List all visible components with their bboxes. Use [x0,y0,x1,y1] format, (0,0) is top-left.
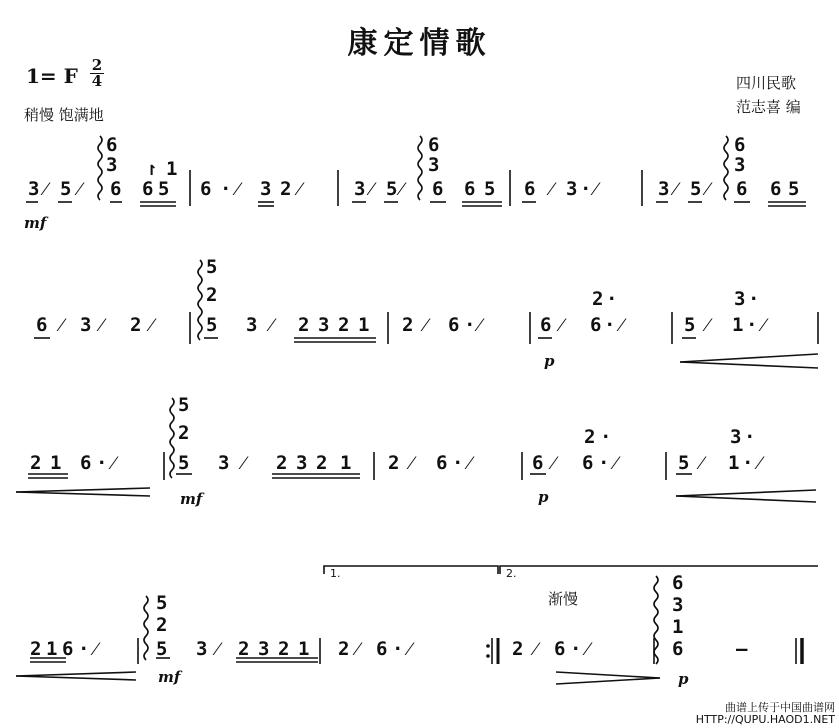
notation-glyph: 2 [402,314,414,336]
notation-glyph: 1 [358,314,370,336]
notation-glyph: ⁄ [100,314,104,336]
notation-glyph: 2 [278,638,290,660]
notation-glyph: ⁄ [370,178,374,200]
notation-glyph: 3 [658,178,670,200]
notation-glyph: 2 [388,452,400,474]
notation-glyph: 2 [156,614,168,636]
notation-glyph: 6 [672,572,684,594]
notation-glyph: 5 [206,256,218,278]
notation-glyph: 3 [196,638,208,660]
notation-glyph: ⁄ [758,452,762,474]
notation-glyph: ⁄ [270,314,274,336]
notation-glyph: ⁄ [700,452,704,474]
notation-glyph: 2 [276,452,288,474]
notation-glyph: 3 [734,154,746,176]
notation-glyph: ⁄ [150,314,154,336]
notation-glyph: ⁄ [560,314,564,336]
dynamic-mf: mf [180,490,203,508]
notation-glyph: 6 [110,178,122,200]
notation-glyph: ⁄ [78,178,82,200]
notation-glyph: ⁄ [298,178,302,200]
notation-glyph: 1 [50,452,62,474]
notation-glyph: · [604,314,616,336]
notation-glyph: ⁄ [620,314,624,336]
notation-glyph: · [96,452,108,474]
notation-glyph: 1 [728,452,740,474]
notation-glyph: 2 [30,452,42,474]
origin-label: 四川民歌 [736,74,797,92]
notation-glyph: ⁄ [586,638,590,660]
notation-glyph: 2 [316,452,328,474]
footer-line-2: HTTP://QUPU.HAOD1.NET [695,713,835,726]
notation-glyph: 5 [386,178,398,200]
ritardando-marking: 渐慢 [548,590,579,608]
notation-glyph: 1 [166,158,178,180]
dynamic-p: p [538,488,549,506]
notation-glyph: 1 [732,314,744,336]
notation-glyph: ⁄ [706,314,710,336]
notation-glyph: 5 [178,452,190,474]
notation-glyph: · [392,638,404,660]
volta-1-label: 1. [330,567,341,580]
notation-glyph: 5 [156,638,168,660]
notation-glyph: 5 [678,452,690,474]
dynamic-p: p [678,670,689,688]
notation-glyph: 1 [298,638,310,660]
notation-glyph: 2 [584,426,596,448]
notation-glyph: 6 [554,638,566,660]
notation-glyph: 6 [590,314,602,336]
notation-glyph: 6 [540,314,552,336]
notation-glyph: 3 [730,426,742,448]
notation-glyph: ⁄ [478,314,482,336]
notation-glyph: · [748,288,760,310]
notation-glyph: 3 [672,594,684,616]
notation-glyph: · [606,288,618,310]
notation-glyph: · [78,638,90,660]
notation-glyph: – [736,638,748,660]
notation-glyph: · [580,178,592,200]
notation-glyph: ⁄ [468,452,472,474]
notation-glyph: 6 [432,178,444,200]
dynamic-p: p [544,352,555,370]
notation-glyph: 5 [684,314,696,336]
notation-glyph: 6 [200,178,212,200]
notation-glyph: 5 [158,178,170,200]
notation-glyph: 2 [512,638,524,660]
notation-glyph: 3 [296,452,308,474]
notation-glyph: · [746,314,758,336]
notation-glyph: · [464,314,476,336]
notation-glyph: ⁄ [112,452,116,474]
notation-glyph: 3 [218,452,230,474]
notation-glyph: · [452,452,464,474]
notation-glyph: ⁄ [94,638,98,660]
notation-glyph: 2 [592,288,604,310]
notation-glyph: 6 [448,314,460,336]
tempo-marking: 稍慢 饱满地 [24,106,104,124]
notation-glyph: 3 [106,154,118,176]
notation-glyph: 6 [582,452,594,474]
notation-glyph: 6 [106,134,118,156]
notation-glyph: ⁄ [706,178,710,200]
watermark-footer [696,702,835,726]
notation-glyph: 2 [178,422,190,444]
notation-glyph: 2 [338,314,350,336]
notation-glyph: 6 [80,452,92,474]
notation-glyph: 6 [62,638,74,660]
notation-glyph: 2 [338,638,350,660]
notation-glyph: 6 [734,134,746,156]
notation-glyph: ⁄ [236,178,240,200]
notation-glyph: · [600,426,612,448]
notation-glyph: · [220,178,232,200]
notation-glyph: 5 [484,178,496,200]
notation-glyph: 6 [736,178,748,200]
notation-glyph: ⁄ [550,178,554,200]
notation-glyph: 3 [734,288,746,310]
dynamic-mf: mf [24,214,47,232]
notation-glyph: ⁄ [552,452,556,474]
notation-glyph: · [744,426,756,448]
notation-glyph: ⁄ [60,314,64,336]
notation-glyph: ⁄ [424,314,428,336]
key-signature: 1= F [26,64,78,88]
notation-glyph: ⁄ [400,178,404,200]
notation-glyph: 2 [30,638,42,660]
time-signature-top: 2 [91,56,103,74]
score-title: 康定情歌 [347,26,492,61]
notation-glyph: ⁄ [408,638,412,660]
notation-glyph: ⁄ [242,452,246,474]
notation-glyph: 3 [354,178,366,200]
arranger-label: 范志喜 编 [736,98,801,116]
notation-glyph: 6 [436,452,448,474]
time-signature-bottom: 4 [91,72,103,90]
notation-glyph: ⁄ [614,452,618,474]
notation-glyph: 3 [566,178,578,200]
notation-glyph: 6 [36,314,48,336]
notation-glyph: 6 [142,178,154,200]
notation-glyph: 6 [770,178,782,200]
notation-glyph: 6 [376,638,388,660]
notation-glyph: 3 [318,314,330,336]
notation-glyph: ⁄ [216,638,220,660]
notation-glyph: 1 [340,452,352,474]
notation-glyph: 6 [532,452,544,474]
notation-glyph: 3 [246,314,258,336]
notation-glyph: 6 [428,134,440,156]
notation-glyph: 2 [130,314,142,336]
notation-glyph: ⁄ [410,452,414,474]
notation-glyph: ⁄ [762,314,766,336]
footer-line-1: 曲谱上传于中国曲谱网 [725,701,835,714]
notation-glyph: 6 [524,178,536,200]
notation-glyph: 2 [206,284,218,306]
notation-glyph: 5 [788,178,800,200]
notation-glyph: ⁄ [534,638,538,660]
notation-glyph: 3 [260,178,272,200]
notation-glyph: 3 [258,638,270,660]
notation-glyph: 6 [672,638,684,660]
notation-glyph: · [598,452,610,474]
notation-glyph: ⁄ [44,178,48,200]
notation-glyph: 3 [428,154,440,176]
notation-glyph: 1 [672,616,684,638]
notation-glyph: 5 [690,178,702,200]
notation-glyph: ⁄ [674,178,678,200]
dynamic-mf: mf [158,668,181,686]
volta-2-label: 2. [506,567,517,580]
notation-glyph: 6 [464,178,476,200]
notation-glyph: 5 [156,592,168,614]
notation-glyph: 1 [46,638,58,660]
notation-glyph: · [742,452,754,474]
notation-glyph: 3 [80,314,92,336]
notation-glyph: 2 [298,314,310,336]
notation-glyph: 2 [238,638,250,660]
notation-glyph: ⁄ [356,638,360,660]
notation-glyph: · [570,638,582,660]
notation-glyph: ↾ [146,158,158,180]
notation-glyph: 5 [206,314,218,336]
notation-glyph: 5 [178,394,190,416]
notation-glyph: ⁄ [594,178,598,200]
notation-glyph: 5 [60,178,72,200]
notation-glyph: 3 [28,178,40,200]
notation-glyph: 2 [280,178,292,200]
